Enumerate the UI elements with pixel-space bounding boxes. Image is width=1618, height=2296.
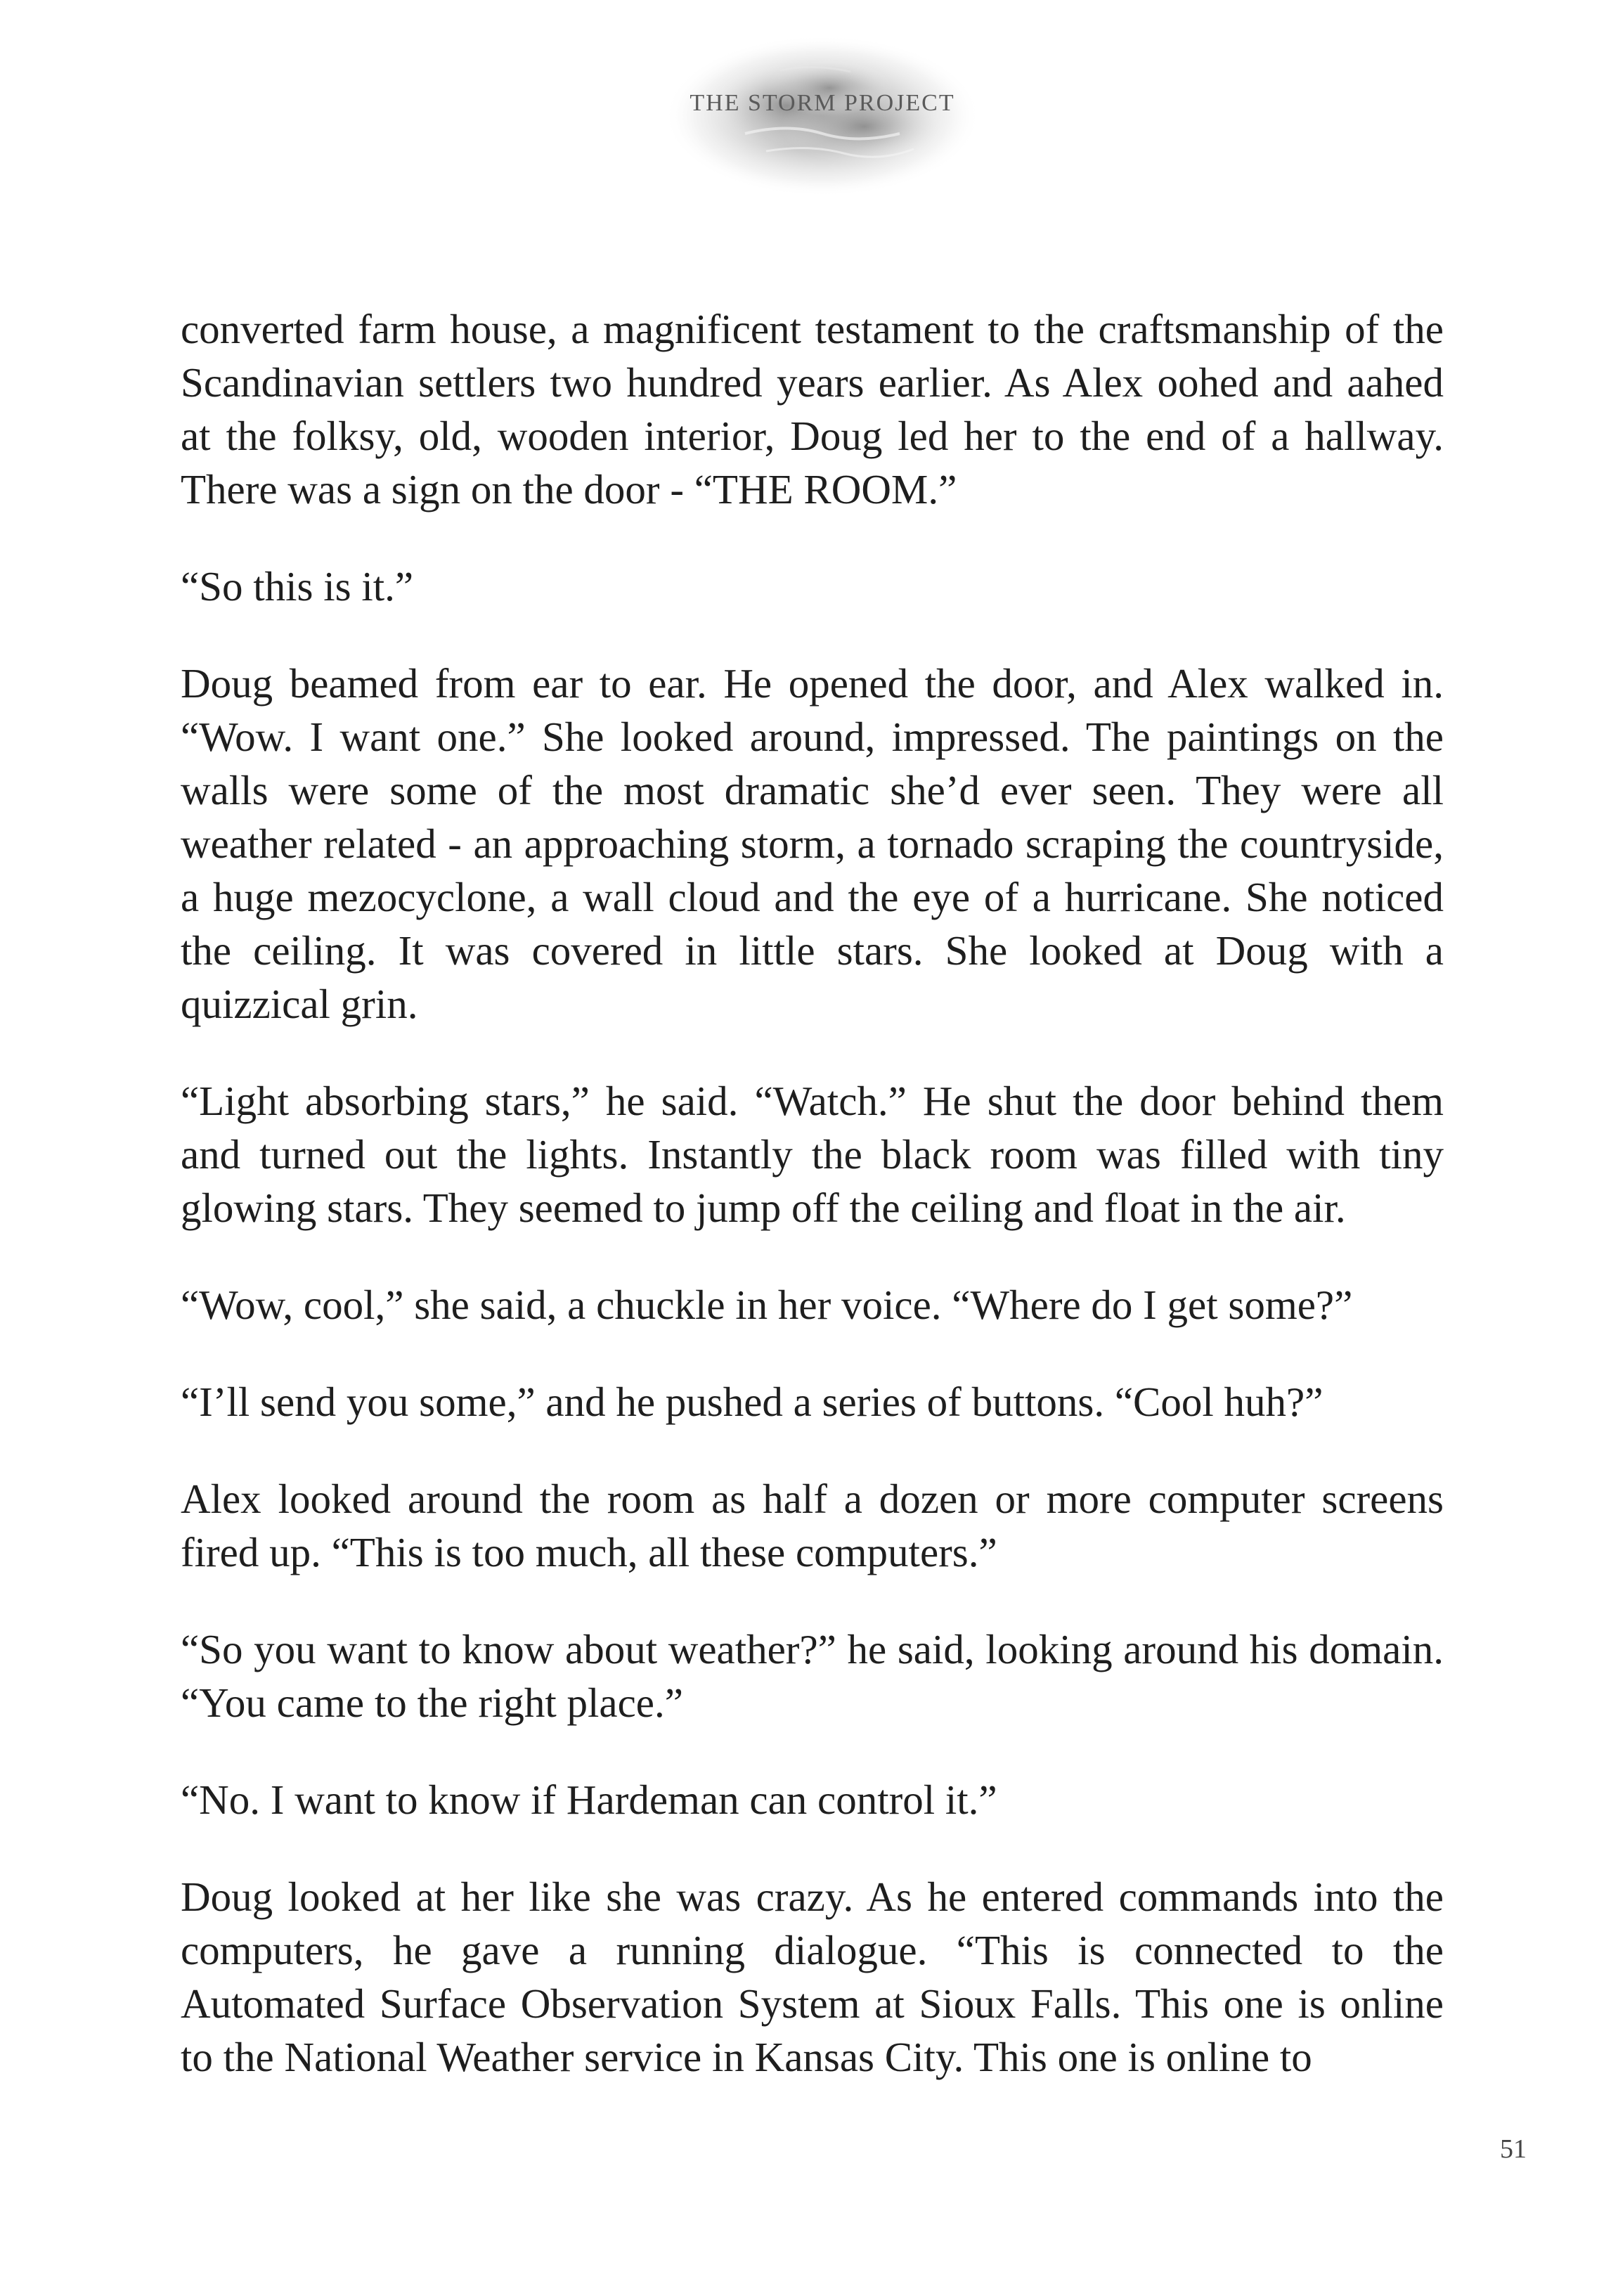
chapter-body (181, 302, 1444, 2084)
paragraph: “So you want to know about weather?” he said, looking around his domain. “You came to the right place.” (181, 1626, 1444, 1726)
paragraph: converted farm house, a magnificent testament to the craftsmanship of the Scandinavian settlers two hundred years earlier. As Alex oohed and aahed at the folksy, old, wooden interior, Doug led her to the end of a hallway. There was a sign on the door - “THE ROOM.” (181, 306, 1444, 512)
running-head: THE STORM PROJECT (690, 90, 955, 116)
paragraph: “So this is it.” (181, 563, 414, 610)
paragraph: “I’ll send you some,” and he pushed a series of buttons. “Cool huh?” (181, 1379, 1323, 1425)
paragraph: “No. I want to know if Hardeman can control it.” (181, 1776, 997, 1823)
paragraph: “Light absorbing stars,” he said. “Watch.” He shut the door behind them and turned out the lights. Instantly the black room was filled with tiny glowing stars. They seemed to jump off the ceiling and float in the air. (181, 1078, 1444, 1231)
paragraph: “Wow, cool,” she said, a chuckle in her voice. “Where do I get some?” (181, 1282, 1353, 1328)
page-header (661, 28, 984, 204)
paragraph: Doug beamed from ear to ear. He opened the door, and Alex walked in. “Wow. I want one.” She looked around, impressed. The paintings on the walls were some of the most dramatic she’d ever seen. They were all weather related - an approaching storm, a tornado scraping the countryside, a huge mezocyclone, a wall cloud and the eye of a hurricane. She noticed the ceiling. It was covered in little stars. She looked at Doug with a quizzical grin. (181, 660, 1444, 1027)
paragraph: Doug looked at her like she was crazy. As he entered commands into the computers, he gave a running dialogue. “This is connected to the Automated Surface Observation System at Sioux Falls. This one is online to the National Weather service in Kansas City. This one is online to (181, 1873, 1444, 2080)
paragraph: Alex looked around the room as half a dozen or more computer screens fired up. “This is too much, all these computers.” (181, 1476, 1444, 1575)
page-number: 51 (1500, 2134, 1527, 2164)
